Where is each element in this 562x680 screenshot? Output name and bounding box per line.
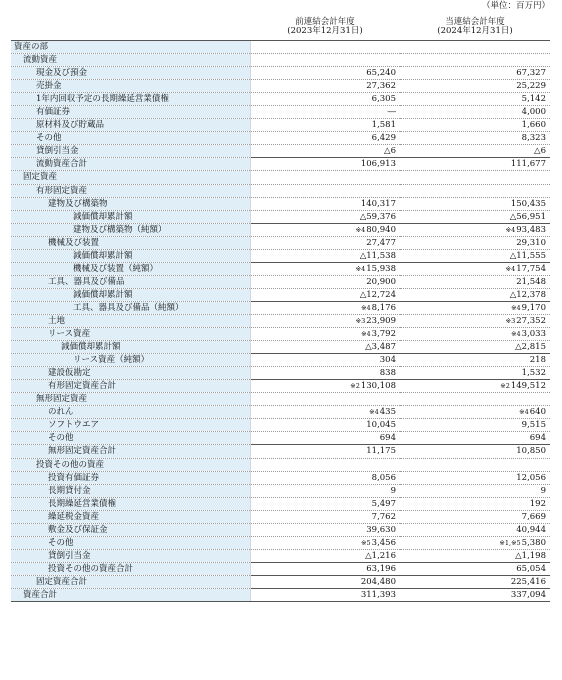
amount: △6 bbox=[534, 146, 546, 157]
row-value-prev bbox=[250, 510, 400, 523]
row-value-curr bbox=[400, 54, 550, 67]
row-label: 建物及び構築物（純額） bbox=[11, 223, 250, 236]
amount: 80,940 bbox=[366, 224, 396, 235]
amount: △56,951 bbox=[509, 211, 546, 222]
table-row bbox=[11, 67, 550, 80]
table-row bbox=[11, 380, 550, 393]
amount: 5,497 bbox=[371, 498, 396, 509]
row-label: 無形固定資産合計 bbox=[11, 445, 250, 458]
row-label: 原材料及び貯蔵品 bbox=[11, 119, 250, 132]
amount: 93,483 bbox=[516, 224, 546, 235]
table-row bbox=[11, 484, 550, 497]
amount: 27,477 bbox=[366, 237, 396, 248]
amount: 4,000 bbox=[521, 107, 546, 118]
row-value-curr bbox=[400, 380, 550, 393]
amount: 8,323 bbox=[521, 133, 546, 144]
row-value-curr bbox=[400, 471, 550, 484]
amount: 7,762 bbox=[371, 511, 396, 522]
row-value-curr bbox=[400, 562, 550, 575]
row-value-prev bbox=[250, 67, 400, 80]
footnote-mark: ※2 bbox=[500, 382, 510, 391]
amount: 9,515 bbox=[521, 420, 546, 431]
row-label: 有価証券 bbox=[11, 106, 250, 119]
table-row bbox=[11, 223, 550, 236]
row-value-curr bbox=[400, 432, 550, 445]
row-value-prev bbox=[250, 262, 400, 275]
table-row bbox=[11, 510, 550, 523]
row-value-curr bbox=[400, 80, 550, 93]
table-row bbox=[11, 80, 550, 93]
table-row bbox=[11, 406, 550, 419]
row-value-prev bbox=[250, 301, 400, 314]
amount: 9 bbox=[540, 485, 546, 496]
amount: 25,229 bbox=[516, 81, 546, 92]
row-label: リース資産（純額） bbox=[11, 354, 250, 367]
amount: 63,196 bbox=[366, 563, 396, 574]
footnote-mark: ※4 bbox=[505, 225, 516, 234]
row-value-curr bbox=[400, 197, 550, 210]
row-value-prev bbox=[250, 249, 400, 262]
amount: 192 bbox=[529, 498, 546, 509]
amount: 218 bbox=[529, 355, 546, 366]
header-curr-year bbox=[400, 12, 550, 41]
row-value-curr bbox=[400, 328, 550, 341]
row-value-prev bbox=[250, 223, 400, 236]
amount: 65,054 bbox=[516, 563, 546, 574]
table-row bbox=[11, 328, 550, 341]
row-value-curr bbox=[400, 497, 550, 510]
row-value-prev bbox=[250, 471, 400, 484]
footnote-mark: ※4 bbox=[505, 264, 516, 273]
row-value-prev bbox=[250, 536, 400, 549]
row-value-prev bbox=[250, 132, 400, 145]
row-label: 建物及び構築物 bbox=[11, 197, 250, 210]
amount: 337,094 bbox=[510, 589, 546, 600]
row-value-curr bbox=[400, 575, 550, 588]
amount: 15,938 bbox=[366, 263, 396, 274]
amount: 435 bbox=[379, 407, 396, 418]
row-label: のれん bbox=[11, 406, 250, 419]
amount: 130,108 bbox=[360, 381, 396, 392]
row-label: 資産合計 bbox=[11, 588, 250, 601]
row-value-curr bbox=[400, 184, 550, 197]
table-row bbox=[11, 119, 550, 132]
amount: △2,815 bbox=[515, 342, 546, 353]
row-value-prev bbox=[250, 341, 400, 354]
row-label: 繰延税金資産 bbox=[11, 510, 250, 523]
row-value-curr bbox=[400, 523, 550, 536]
footnote-mark: ※2 bbox=[350, 382, 360, 391]
row-label: 資産の部 bbox=[11, 41, 250, 54]
row-value-curr bbox=[400, 158, 550, 171]
amount: 27,362 bbox=[366, 81, 396, 92]
row-label: 長期繰延営業債権 bbox=[11, 497, 250, 510]
amount: 9 bbox=[390, 485, 396, 496]
row-label: 減価償却累計額 bbox=[11, 249, 250, 262]
amount: 225,416 bbox=[510, 576, 546, 587]
table-row bbox=[11, 471, 550, 484]
row-value-curr bbox=[400, 367, 550, 380]
footnote-mark: ※4 bbox=[355, 225, 366, 234]
row-label: 投資その他の資産 bbox=[11, 458, 250, 471]
row-value-curr bbox=[400, 223, 550, 236]
row-label: 敷金及び保証金 bbox=[11, 523, 250, 536]
row-label: 減価償却累計額 bbox=[11, 288, 250, 301]
row-value-prev bbox=[250, 354, 400, 367]
table-row bbox=[11, 432, 550, 445]
row-label: 投資その他の資産合計 bbox=[11, 562, 250, 575]
table-row bbox=[11, 445, 550, 458]
row-value-curr bbox=[400, 301, 550, 314]
row-value-prev bbox=[250, 171, 400, 184]
amount: 9,170 bbox=[521, 302, 546, 313]
row-label: 減価償却累計額 bbox=[11, 210, 250, 223]
table-body bbox=[11, 41, 550, 602]
footnote-mark: ※4 bbox=[355, 264, 366, 273]
amount: 149,512 bbox=[510, 381, 546, 392]
row-label: その他 bbox=[11, 132, 250, 145]
row-value-curr bbox=[400, 406, 550, 419]
row-value-prev bbox=[250, 106, 400, 119]
row-value-prev bbox=[250, 236, 400, 249]
table-row bbox=[11, 497, 550, 510]
row-label: 貸倒引当金 bbox=[11, 145, 250, 158]
row-value-curr bbox=[400, 588, 550, 601]
amount: 6,305 bbox=[371, 94, 396, 105]
row-value-curr bbox=[400, 445, 550, 458]
row-value-curr bbox=[400, 288, 550, 301]
table-row bbox=[11, 275, 550, 288]
amount: 150,435 bbox=[510, 198, 546, 209]
row-label: 減価償却累計額 bbox=[11, 341, 250, 354]
amount: 10,850 bbox=[516, 446, 546, 457]
balance-sheet-table bbox=[11, 12, 550, 602]
table-row bbox=[11, 249, 550, 262]
footnote-mark: ※3 bbox=[505, 317, 516, 325]
amount: 6,429 bbox=[371, 133, 396, 144]
table-row bbox=[11, 523, 550, 536]
table-row bbox=[11, 197, 550, 210]
table-row bbox=[11, 288, 550, 301]
row-value-curr bbox=[400, 262, 550, 275]
row-value-prev bbox=[250, 54, 400, 67]
table-row bbox=[11, 132, 550, 145]
row-value-curr bbox=[400, 249, 550, 262]
row-label: リース資産 bbox=[11, 328, 250, 341]
amount: 1,660 bbox=[521, 120, 546, 131]
row-value-prev bbox=[250, 145, 400, 158]
row-value-prev bbox=[250, 432, 400, 445]
table-row bbox=[11, 549, 550, 562]
row-value-curr bbox=[400, 41, 550, 54]
amount: 40,944 bbox=[516, 524, 546, 535]
row-value-prev bbox=[250, 314, 400, 327]
row-value-prev bbox=[250, 562, 400, 575]
table-row bbox=[11, 536, 550, 549]
amount: 27,352 bbox=[516, 316, 546, 326]
amount: △12,724 bbox=[359, 289, 396, 300]
row-value-prev bbox=[250, 197, 400, 210]
row-label: 有形固定資産 bbox=[11, 184, 250, 197]
row-value-prev bbox=[250, 445, 400, 458]
row-value-prev bbox=[250, 393, 400, 406]
amount: 29,310 bbox=[516, 237, 546, 248]
header-blank bbox=[11, 12, 250, 41]
table-row bbox=[11, 145, 550, 158]
row-label: 建設仮勘定 bbox=[11, 367, 250, 380]
amount: 106,913 bbox=[360, 159, 396, 170]
amount: 694 bbox=[379, 433, 396, 444]
footnote-mark: ※4 bbox=[369, 408, 379, 417]
header-prev-year bbox=[250, 12, 400, 41]
footnote-mark: ※4 bbox=[361, 303, 371, 312]
row-value-curr bbox=[400, 458, 550, 471]
row-label: 貸倒引当金 bbox=[11, 549, 250, 562]
amount: 204,480 bbox=[360, 576, 396, 587]
row-value-curr bbox=[400, 93, 550, 106]
amount: 140,317 bbox=[360, 198, 396, 209]
row-value-prev bbox=[250, 328, 400, 341]
amount: △1,216 bbox=[365, 550, 396, 561]
amount: △3,487 bbox=[365, 342, 396, 353]
amount: 3,033 bbox=[521, 329, 546, 340]
row-label: 固定資産合計 bbox=[11, 575, 250, 588]
row-value-prev bbox=[250, 210, 400, 223]
table-row bbox=[11, 93, 550, 106]
row-value-prev bbox=[250, 158, 400, 171]
table-row bbox=[11, 236, 550, 249]
amount: 304 bbox=[379, 355, 396, 366]
footnote-mark: ※4 bbox=[519, 408, 529, 417]
table-row bbox=[11, 171, 550, 184]
row-value-curr bbox=[400, 145, 550, 158]
amount: △11,555 bbox=[509, 250, 546, 261]
table-row bbox=[11, 210, 550, 223]
amount: 65,240 bbox=[366, 68, 396, 79]
table-row bbox=[11, 354, 550, 367]
table-row bbox=[11, 54, 550, 67]
amount: 640 bbox=[529, 407, 546, 418]
row-value-prev bbox=[250, 523, 400, 536]
amount: 3,456 bbox=[371, 537, 396, 548]
footnote-mark: ※4 bbox=[511, 303, 521, 312]
row-label: 土地 bbox=[11, 314, 250, 327]
row-label: 有形固定資産合計 bbox=[11, 380, 250, 393]
row-value-curr bbox=[400, 119, 550, 132]
row-value-curr bbox=[400, 419, 550, 432]
amount: 5,380 bbox=[521, 537, 546, 548]
row-value-prev bbox=[250, 588, 400, 601]
amount: 67,327 bbox=[516, 68, 546, 79]
amount: 1,532 bbox=[521, 368, 546, 379]
row-value-curr bbox=[400, 236, 550, 249]
row-value-curr bbox=[400, 275, 550, 288]
table-row bbox=[11, 106, 550, 119]
row-value-curr bbox=[400, 510, 550, 523]
amount: 7,669 bbox=[521, 511, 546, 522]
table-row bbox=[11, 184, 550, 197]
amount: △12,378 bbox=[509, 289, 546, 300]
row-label: 長期貸付金 bbox=[11, 484, 250, 497]
row-value-prev bbox=[250, 549, 400, 562]
row-value-curr bbox=[400, 341, 550, 354]
row-value-prev bbox=[250, 380, 400, 393]
row-value-prev bbox=[250, 119, 400, 132]
row-label: 投資有価証券 bbox=[11, 471, 250, 484]
row-label: 固定資産 bbox=[11, 171, 250, 184]
amount: 20,900 bbox=[366, 276, 396, 287]
table-row bbox=[11, 341, 550, 354]
row-value-curr bbox=[400, 536, 550, 549]
row-label: 機械及び装置 bbox=[11, 236, 250, 249]
table-row bbox=[11, 458, 550, 471]
amount: 11,175 bbox=[366, 446, 396, 457]
table-row bbox=[11, 262, 550, 275]
row-label: その他 bbox=[11, 432, 250, 445]
row-value-curr bbox=[400, 549, 550, 562]
row-value-curr bbox=[400, 484, 550, 497]
row-value-curr bbox=[400, 67, 550, 80]
row-value-prev bbox=[250, 406, 400, 419]
amount: △1,198 bbox=[515, 550, 546, 561]
header-curr-date: (2024年12月31日) bbox=[437, 26, 513, 36]
row-value-curr bbox=[400, 314, 550, 327]
table-row bbox=[11, 562, 550, 575]
table-row bbox=[11, 301, 550, 314]
row-value-prev bbox=[250, 80, 400, 93]
row-label: 工具、器具及び備品 bbox=[11, 275, 250, 288]
row-value-curr bbox=[400, 171, 550, 184]
header-curr-title: 当連結会計年度 bbox=[445, 17, 505, 27]
row-value-prev bbox=[250, 184, 400, 197]
row-value-curr bbox=[400, 354, 550, 367]
amount: 111,677 bbox=[510, 159, 546, 170]
footnote-mark: ※1,※5 bbox=[499, 538, 521, 547]
amount: 21,548 bbox=[516, 276, 546, 287]
row-value-curr bbox=[400, 106, 550, 119]
footnote-mark: ※5 bbox=[361, 538, 371, 547]
footnote-mark: ※3 bbox=[355, 317, 366, 325]
amount: 8,056 bbox=[371, 472, 396, 483]
amount: △11,538 bbox=[359, 250, 396, 261]
row-value-curr bbox=[400, 132, 550, 145]
amount: 17,754 bbox=[516, 263, 546, 274]
table-row bbox=[11, 588, 550, 601]
table-row bbox=[11, 575, 550, 588]
row-label: 流動資産合計 bbox=[11, 158, 250, 171]
amount: 39,630 bbox=[366, 524, 396, 535]
row-value-curr bbox=[400, 210, 550, 223]
row-label: 売掛金 bbox=[11, 80, 250, 93]
row-value-prev bbox=[250, 367, 400, 380]
amount: 694 bbox=[529, 433, 546, 444]
amount: 311,393 bbox=[360, 589, 396, 600]
row-value-prev bbox=[250, 41, 400, 54]
header-prev-title: 前連結会計年度 bbox=[295, 17, 355, 27]
row-value-prev bbox=[250, 575, 400, 588]
row-value-prev bbox=[250, 484, 400, 497]
amount: △6 bbox=[384, 146, 396, 157]
row-label: 現金及び預金 bbox=[11, 67, 250, 80]
row-label: 流動資産 bbox=[11, 54, 250, 67]
amount: 10,045 bbox=[366, 420, 396, 431]
row-value-curr bbox=[400, 393, 550, 406]
amount: △59,376 bbox=[359, 211, 396, 222]
table-row bbox=[11, 41, 550, 54]
row-value-prev bbox=[250, 497, 400, 510]
footnote-mark: ※4 bbox=[511, 330, 521, 339]
amount: 5,142 bbox=[521, 94, 546, 105]
row-value-prev bbox=[250, 419, 400, 432]
row-label: 1年内回収予定の長期繰延営業債権 bbox=[11, 93, 250, 106]
row-label: 無形固定資産 bbox=[11, 393, 250, 406]
row-value-prev bbox=[250, 93, 400, 106]
table-row bbox=[11, 393, 550, 406]
row-value-prev bbox=[250, 275, 400, 288]
amount: 1,581 bbox=[371, 120, 396, 131]
row-label: 機械及び装置（純額） bbox=[11, 262, 250, 275]
amount: 8,176 bbox=[371, 302, 396, 313]
table-row bbox=[11, 367, 550, 380]
amount: ― bbox=[387, 107, 396, 118]
footnote-mark: ※4 bbox=[361, 330, 371, 339]
unit-label: （単位：百万円） bbox=[481, 1, 550, 11]
table-row bbox=[11, 419, 550, 432]
row-label: その他 bbox=[11, 536, 250, 549]
amount: 12,056 bbox=[516, 472, 546, 483]
header-prev-date: (2023年12月31日) bbox=[287, 26, 363, 36]
row-label: 工具、器具及び備品（純額） bbox=[11, 301, 250, 314]
table-row bbox=[11, 314, 550, 327]
row-value-prev bbox=[250, 288, 400, 301]
row-value-prev bbox=[250, 458, 400, 471]
amount: 838 bbox=[379, 368, 396, 379]
table-row bbox=[11, 158, 550, 171]
table-header-row bbox=[11, 12, 550, 41]
row-label: ソフトウエア bbox=[11, 419, 250, 432]
amount: 23,909 bbox=[366, 316, 396, 326]
amount: 3,792 bbox=[371, 329, 396, 340]
